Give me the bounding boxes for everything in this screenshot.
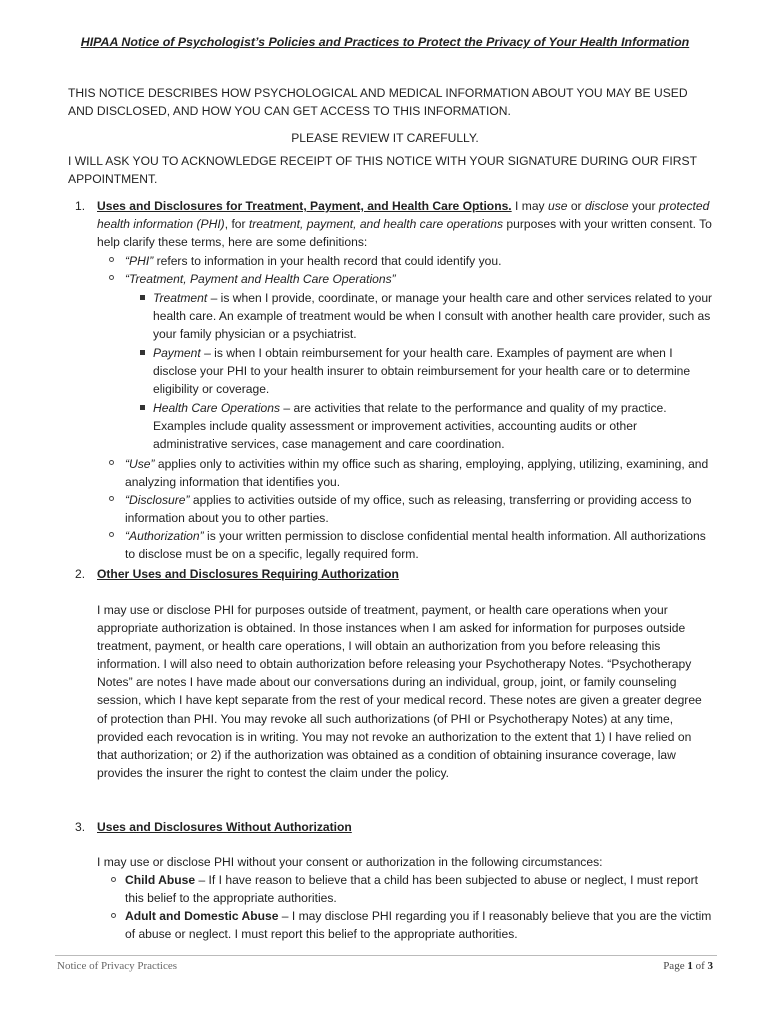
term-phi: protected health information (PHI): [97, 199, 710, 232]
section-2: [75, 565, 712, 583]
list-item: [153, 289, 713, 343]
definition-text: – is when I provide, coordinate, or manage your health care and other services related to your health care. An example of treatment would be when I consult with another health care provider, such as your family physician or a psychiatrist.: [153, 291, 713, 342]
section-number: 1.: [75, 199, 86, 213]
list-item: [125, 252, 715, 270]
circle-bullet-icon: [109, 532, 114, 537]
term-disclose: disclose: [584, 199, 629, 213]
text-run: I may: [511, 199, 548, 213]
page-total: 3: [707, 960, 713, 972]
list-item: [125, 270, 715, 288]
section-2-body: I may use or disclose PHI for purposes outside of treatment, payment, or health care operations when your appropriate authorization is obtained. In those instances when I am asked for information for purposes outside treatment, payment, or health care operations, I will obtain an authorization from you before releasing this information. I will also need to obtain authorization before releasing your Psychotherapy Notes. “Psychotherapy Notes” are notes I have made about our conversations during an individual, group, joint, or family counseling session, which I have kept separate from the rest of your medical record. These notes are given a greater degree of protection than PHI. You may revoke all such authorizations (of PHI or Psychotherapy Notes) at any time, provided each revocation is in writing. You may not revoke an authorization to the extent that 1) I have relied on that authorization; or 2) if the authorization was obtained as a condition of obtaining insurance coverage, law provides the insurer the right to contest the claim under the policy.: [97, 603, 702, 780]
definition-term: “PHI”: [125, 254, 154, 268]
definition-term: “Use”: [125, 457, 155, 471]
footer-title: Notice of Privacy Practices: [57, 960, 178, 972]
section-heading: Uses and Disclosures Without Authorization: [97, 820, 352, 834]
list-item: [125, 455, 715, 491]
definition-text: – If I have reason to believe that a child has been subjected to abuse or neglect, I must report this belief to the appropriate authorities.: [125, 873, 698, 906]
list-item: [153, 344, 713, 398]
text-run: purposes with your written consent. To help clarify these terms, here are some definitions:: [97, 217, 712, 250]
text-run: or: [567, 199, 585, 213]
review-note: PLEASE REVIEW IT CAREFULLY.: [291, 131, 479, 145]
circle-bullet-icon: [109, 496, 114, 501]
page-number: 1: [687, 960, 693, 972]
definition-term: Adult and Domestic Abuse: [125, 909, 279, 923]
definition-term: Health Care Operations: [153, 401, 281, 415]
definition-term: “Authorization”: [125, 529, 204, 543]
list-item: [125, 871, 715, 907]
definition-term: Treatment: [153, 291, 208, 305]
definition-text: – I may disclose PHI regarding you if I reasonably believe that you are the victim of abuse or neglect. I must report this belief to the appropriate authorities.: [125, 909, 712, 942]
list-item: [125, 491, 715, 527]
square-bullet-icon: [140, 350, 145, 355]
definition-term: “Disclosure”: [125, 493, 190, 507]
section-number: 3.: [75, 820, 86, 834]
definition-text: – is when I obtain reimbursement for your health care. Examples of payment are when I disclose your PHI to your health insurer to obtain reimbursement for your health care or to determine eligibility or coverage.: [153, 346, 691, 397]
square-bullet-icon: [140, 295, 145, 300]
acknowledgement-note: I WILL ASK YOU TO ACKNOWLEDGE RECEIPT OF THIS NOTICE WITH YOUR SIGNATURE DURING OUR FIRST APPOINTMENT.: [68, 154, 697, 187]
section-number: 2.: [75, 567, 86, 581]
definition-term: Child Abuse: [125, 873, 196, 887]
list-item: [125, 527, 715, 563]
footer-divider: [55, 955, 717, 956]
circle-bullet-icon: [111, 877, 116, 882]
definition-term: “Treatment, Payment and Health Care Operations”: [125, 272, 396, 286]
page-indicator: [663, 960, 713, 972]
definition-text: applies only to activities within my office such as sharing, employing, applying, utilizing, examining, and analyzing information that identifies you.: [125, 457, 709, 490]
definition-term: Payment: [153, 346, 201, 360]
circle-bullet-icon: [111, 913, 116, 918]
list-item: [153, 399, 713, 453]
definition-text: refers to information in your health record that could identify you.: [153, 254, 502, 268]
definition-text: – are activities that relate to the performance and quality of my practice. Examples include quality assessment or improvement activities, accounting audits or other administrative services, case management and care coordination.: [153, 401, 667, 452]
section-3-body: I may use or disclose PHI without your consent or authorization in the following circumstances:: [97, 855, 603, 869]
circle-bullet-icon: [109, 275, 114, 280]
section-3: [75, 818, 712, 836]
term-tpo: treatment, payment, and health care operations: [248, 217, 504, 232]
list-item: [125, 907, 715, 943]
page-word: Page: [663, 960, 688, 972]
section-1: [75, 197, 712, 251]
section-heading: Other Uses and Disclosures Requiring Authorization: [97, 567, 399, 581]
definition-text: applies to activities outside of my office, such as releasing, transferring or providing access to information about you to other parties.: [125, 493, 692, 526]
definition-text: is your written permission to disclose confidential mental health information. All authorizations to disclose must be on a specific, legally required form.: [125, 529, 706, 562]
of-word: of: [692, 960, 708, 972]
section-heading: Uses and Disclosures for Treatment, Payment, and Health Care Options.: [97, 199, 512, 213]
text-run: , for: [224, 217, 249, 232]
circle-bullet-icon: [109, 257, 114, 262]
circle-bullet-icon: [109, 460, 114, 465]
notice-statement: THIS NOTICE DESCRIBES HOW PSYCHOLOGICAL AND MEDICAL INFORMATION ABOUT YOU MAY BE USED AND DISCLOSED, AND HOW YOU CAN GET ACCESS TO THIS INFORMATION.: [68, 86, 688, 119]
text-run: your: [628, 199, 659, 213]
term-use: use: [547, 199, 568, 213]
page-title: HIPAA Notice of Psychologist’s Policies and Practices to Protect the Privacy of Your Health Information: [80, 35, 690, 49]
square-bullet-icon: [140, 405, 145, 410]
